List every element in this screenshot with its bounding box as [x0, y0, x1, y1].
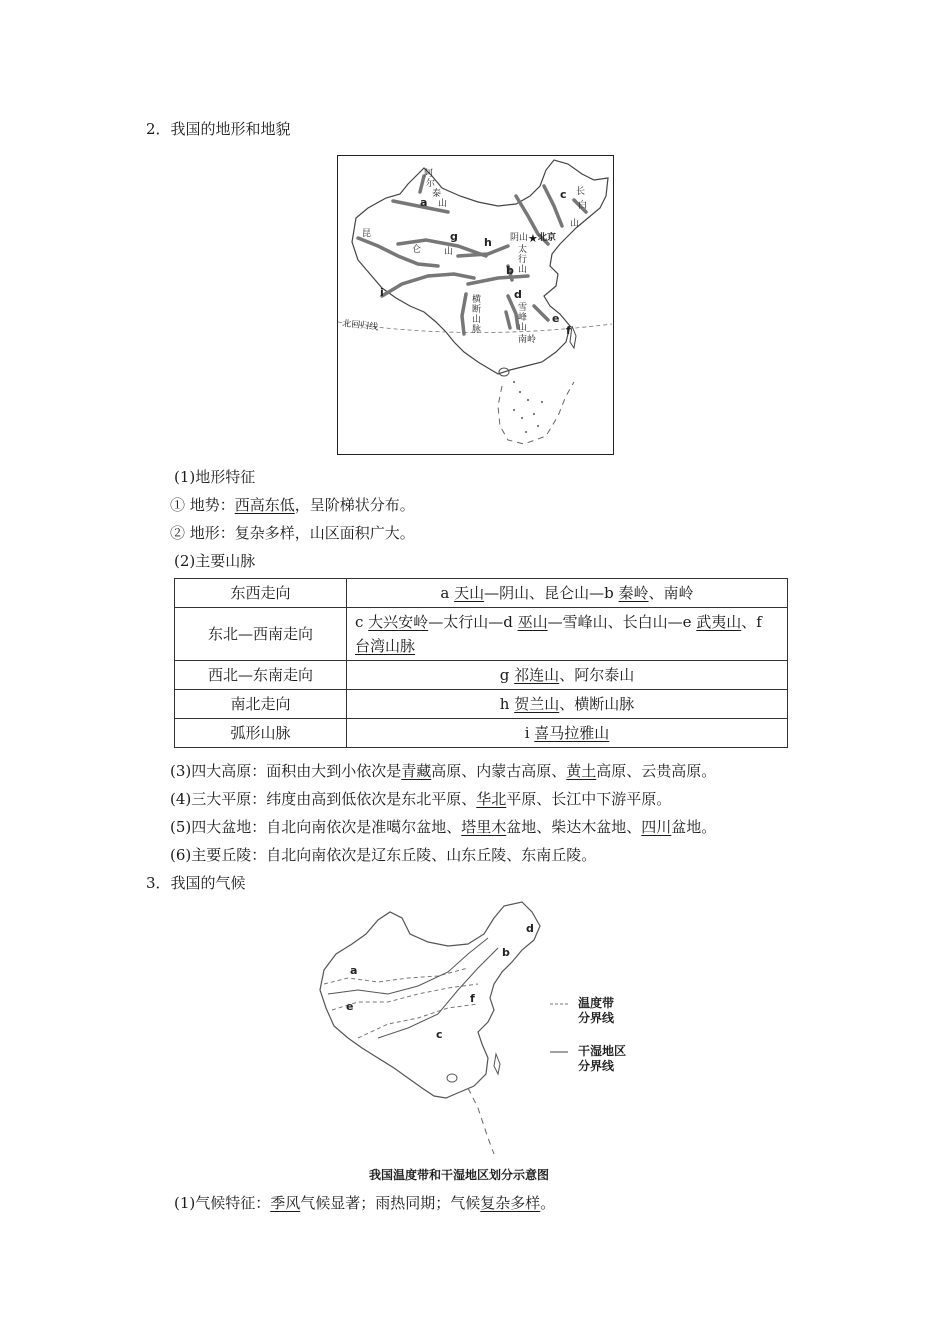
map-label-altai-1: 阿 — [424, 169, 434, 179]
climate-label-c: c — [436, 1028, 443, 1041]
table-cell — [347, 661, 788, 690]
table-cell — [347, 579, 788, 608]
terrain-map — [337, 155, 614, 455]
cell-text: 、南岭 — [648, 584, 694, 602]
line-text: (1)气候特征： — [174, 1194, 271, 1212]
china-terrain-map-svg — [338, 156, 612, 453]
table-header-cell: 东北—西南走向 — [175, 608, 347, 661]
map-label-beijing: 北京 — [538, 233, 557, 243]
map-label-b: b — [506, 264, 514, 277]
map-label-changbai-2: 白 — [578, 201, 588, 211]
cell-text: 、阿尔泰山 — [559, 666, 635, 684]
map-label-i: i — [380, 286, 384, 299]
map-label-e: e — [552, 312, 560, 325]
map-label-altai-4: 山 — [438, 199, 448, 209]
map-label-kunlun-1: 昆 — [362, 229, 372, 239]
legend-label: 分界线 — [578, 1011, 615, 1025]
cell-text: —太行山—d — [428, 613, 518, 631]
cell-answer: 武夷山 — [696, 613, 742, 631]
map-label-taihang-1: 太 — [518, 245, 528, 255]
map-label-taihang-2: 行 — [518, 255, 528, 265]
map-label-hengduan-1: 横 — [472, 295, 482, 305]
table-row — [175, 719, 788, 748]
table-row — [175, 608, 788, 661]
terrain-slope-line — [170, 494, 415, 515]
table-cell — [347, 608, 788, 661]
table-cell — [347, 719, 788, 748]
line-answer: 塔里木 — [461, 818, 507, 836]
map-label-changbai-1: 长 — [576, 187, 586, 197]
slope-suffix: ，呈阶梯状分布。 — [294, 496, 415, 514]
line-text: 气候显著；雨热同期；气候 — [300, 1194, 481, 1212]
cell-answer: 喜马拉雅山 — [534, 724, 610, 742]
line-text: 盆地。 — [671, 818, 717, 836]
slope-answer: 西高东低 — [234, 496, 295, 514]
line-answer: 青藏 — [401, 762, 432, 780]
slope-prefix: ① 地势： — [170, 496, 235, 514]
cell-text: 、横断山脉 — [559, 695, 635, 713]
cell-text: g — [499, 666, 515, 684]
cell-answer: 秦岭 — [618, 584, 649, 602]
map-label-f: f — [566, 324, 571, 337]
legend-temperature-boundary — [578, 996, 614, 1026]
basins-line — [170, 816, 716, 837]
cell-text: —雪峰山、长白山—e — [547, 613, 697, 631]
section-heading-terrain: 2．我国的地形和地貌 — [146, 120, 291, 138]
line-answer: 季风 — [270, 1194, 301, 1212]
line-text: 高原、内蒙古高原、 — [431, 762, 567, 780]
plains-line — [170, 788, 671, 809]
map-label-hengduan-2: 断 — [472, 305, 482, 315]
map-label-taihang-3: 山 — [518, 265, 528, 275]
map-label-yin: 阴山 — [510, 233, 529, 243]
legend-label: 干湿地区 — [578, 1044, 627, 1058]
climate-features-line — [174, 1192, 555, 1213]
climate-label-f: f — [470, 992, 475, 1005]
table-header-cell: 弧形山脉 — [175, 719, 347, 748]
cell-text: i — [524, 724, 535, 742]
map-label-nanling: 南岭 — [518, 335, 537, 345]
legend-moisture-boundary — [578, 1044, 626, 1074]
map-label-xuefeng-2: 峰 — [518, 313, 528, 323]
line-text: 高原、云贵高原。 — [596, 762, 717, 780]
line-text: 平原、长江中下游平原。 — [506, 790, 672, 808]
cell-answer: 祁连山 — [514, 666, 560, 684]
legend-label: 温度带 — [578, 996, 615, 1010]
cell-text: 、f — [741, 613, 762, 631]
climate-zone-map — [318, 898, 558, 1160]
map-label-altai-2: 尔 — [426, 179, 436, 189]
line-text: (5)四大盆地：自北向南依次是准噶尔盆地、 — [170, 818, 462, 836]
table-header-cell: 南北走向 — [175, 690, 347, 719]
mountains-title: (2)主要山脉 — [174, 552, 256, 570]
map-label-a: a — [420, 196, 428, 209]
climate-legend-swatches — [548, 1000, 572, 1060]
line-answer: 黄土 — [566, 762, 597, 780]
table-header-cell: 西北—东南走向 — [175, 661, 347, 690]
climate-label-b: b — [502, 946, 510, 959]
map-label-h: h — [484, 236, 492, 249]
mountains-table — [174, 578, 788, 748]
climate-label-e: e — [346, 1000, 354, 1013]
line-answer: 四川 — [641, 818, 672, 836]
line-text: (3)四大高原：面积由大到小依次是 — [170, 762, 402, 780]
map-label-hengduan-4: 脉 — [472, 325, 482, 335]
cell-text: a — [440, 584, 455, 602]
map-label-kunlun-2: 仑 — [412, 245, 422, 255]
legend-label: 分界线 — [578, 1059, 615, 1073]
table-header-cell: 东西走向 — [175, 579, 347, 608]
terrain-features-title: (1)地形特征 — [174, 468, 256, 486]
cell-text: —阴山、昆仑山—b — [484, 584, 619, 602]
map-label-kunlun-3: 山 — [444, 247, 454, 257]
table-cell — [347, 690, 788, 719]
terrain-landform-line: ② 地形：复杂多样，山区面积广大。 — [170, 524, 415, 542]
section-heading-climate: 3．我国的气候 — [146, 874, 246, 892]
climate-map-caption: 我国温度带和干湿地区划分示意图 — [369, 1168, 550, 1182]
map-label-xuefeng-1: 雪 — [518, 303, 528, 313]
hills-line: (6)主要丘陵：自北向南依次是辽东丘陵、山东丘陵、东南丘陵。 — [170, 846, 597, 864]
climate-label-a: a — [350, 964, 358, 977]
cell-answer: 大兴安岭 — [368, 613, 429, 631]
cell-text: h — [499, 695, 515, 713]
map-label-d: d — [514, 288, 522, 301]
cell-answer: 台湾山脉 — [355, 637, 416, 655]
line-text: 。 — [540, 1194, 556, 1212]
cell-answer: 贺兰山 — [514, 695, 560, 713]
map-label-g: g — [450, 230, 458, 243]
table-row — [175, 690, 788, 719]
map-label-altai-3: 泰 — [432, 189, 442, 199]
cell-text: c — [355, 613, 369, 631]
line-answer: 复杂多样 — [480, 1194, 541, 1212]
cell-answer: 天山 — [454, 584, 485, 602]
table-row — [175, 579, 788, 608]
line-text: 盆地、柴达木盆地、 — [506, 818, 642, 836]
cell-answer: 巫山 — [517, 613, 548, 631]
beijing-star-icon: ★ — [528, 232, 538, 245]
line-text: (4)三大平原：纬度由高到低依次是东北平原、 — [170, 790, 477, 808]
climate-label-d: d — [526, 922, 534, 935]
map-label-changbai-3: 山 — [570, 219, 580, 229]
plateaus-line — [170, 760, 716, 781]
map-label-hengduan-3: 山 — [472, 315, 482, 325]
map-label-xuefeng-3: 山 — [518, 323, 528, 333]
map-label-c: c — [560, 188, 567, 201]
line-answer: 华北 — [476, 790, 507, 808]
table-row — [175, 661, 788, 690]
map-label-tropic: 北回归线 — [341, 319, 379, 333]
